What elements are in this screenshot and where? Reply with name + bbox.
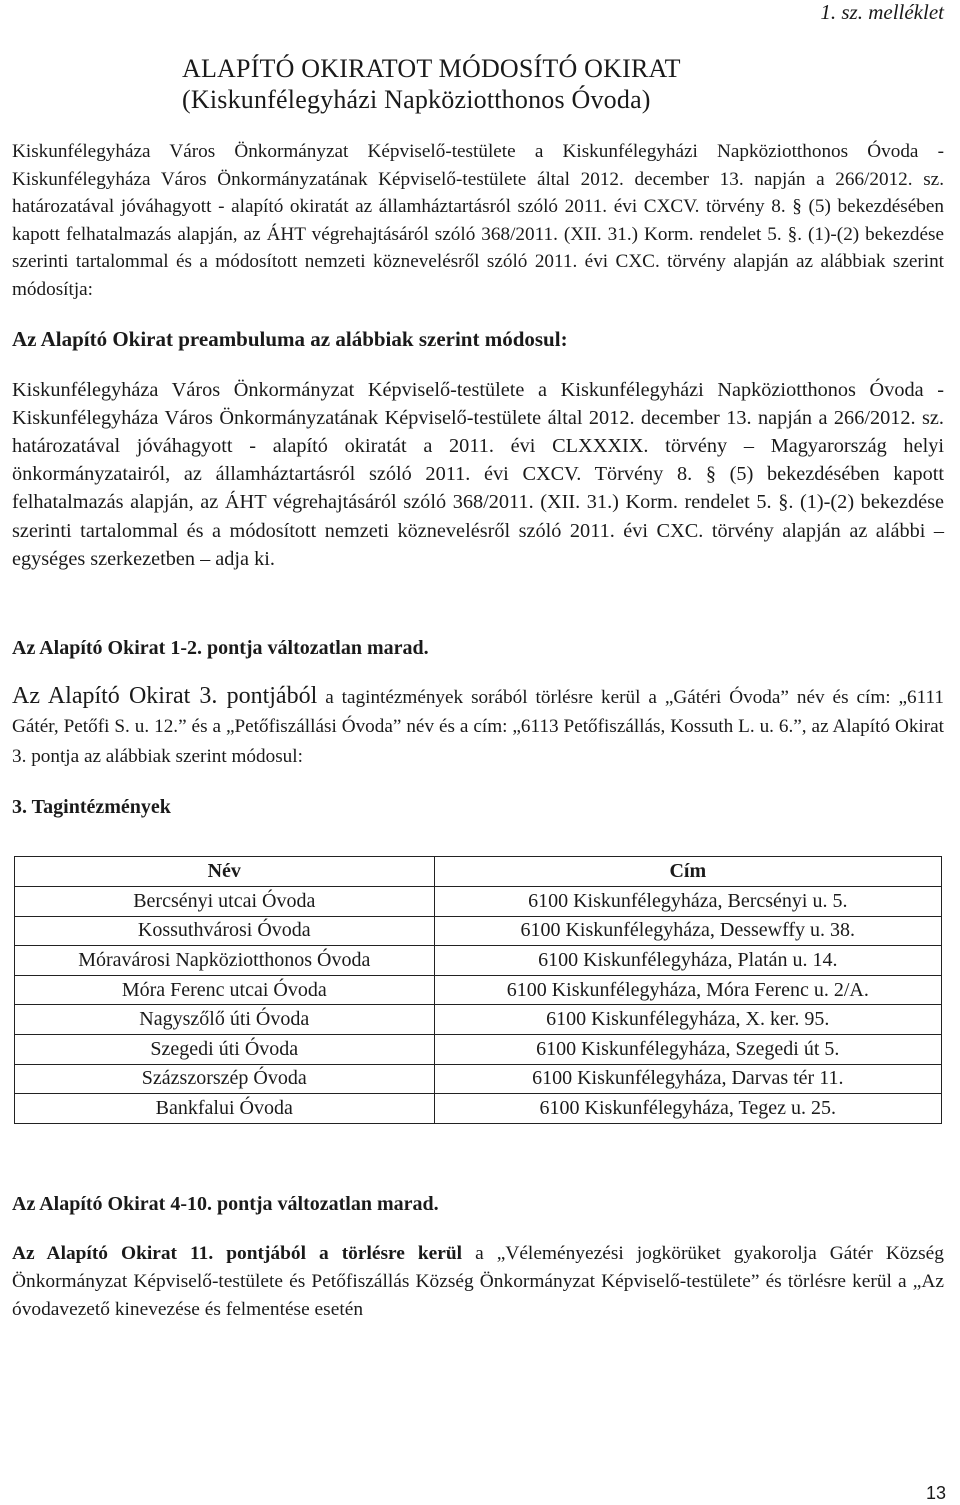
point3-text: a tagintézmények sorából törlésre kerül a „Gátéri Óvoda” név és cím: „6111 Gátér, Petőfi S. u. 12.” és a „Petőfiszállási Óvoda” név és a cím: „6113 Petőfiszállás, Kossuth L. u. 6.”, az Alapító Okirat 3. pontja az alábbiak szerint módosul: [12,686,945,767]
cell-name: Nagyszőlő úti Óvoda [15,1005,435,1035]
table-row [15,916,942,946]
intro-paragraph: Kiskunfélegyháza Város Önkormányzat Képviselő-testülete a Kiskunfélegyházi Napköziotthonos Óvoda - Kiskunfélegyháza Város Önkormányzatának Képviselő-testülete által 2012. december 13. napján a 266/2012. sz. határozatával jóváhagyott - alapító okiratát az államháztartásról szóló 2011. évi CXCV. törvény 8. § (5) bekezdésében kapott felhatalmazás alapján, az ÁHT végrehajtásáról szóló 368/2011. (XII. 31.) Korm. rendelet 5. §. (1)-(2) bekezdése szerinti tartalommal és a módosított nemzeti köznevelésről szóló 2011. évi CXC. törvény alapján az alábbiak szerint módosítja: [12,141,944,300]
table-row [15,1094,942,1124]
preamble-paragraph: Kiskunfélegyháza Város Önkormányzat Képviselő-testülete a Kiskunfélegyházi Napköziotthonos Óvoda - Kiskunfélegyháza Város Önkormányzatának Képviselő-testülete által 2012. december 13. napján a 266/2012. sz. határozatával jóváhagyott - alapító okiratát a 2011. évi CLXXXIX. törvény – Magyarország helyi önkormányzatairól, az államháztartásról szóló 2011. évi CXCV. Törvény 8. § (5) bekezdésében kapott felhatalmazás alapján, az ÁHT végrehajtásáról szóló 368/2011. (XII. 31.) Korm. rendelet 5. §. (1)-(2) bekezdése szerinti tartalommal és a módosított nemzeti köznevelésről szóló 2011. évi CXC. törvény alapján az alábbi – egységes szerkezetben – adja ki. [12,378,944,570]
cell-name: Százszorszép Óvoda [15,1064,435,1094]
table-row [15,1035,942,1065]
cell-name: Bercsényi utcai Óvoda [15,887,435,917]
table-row [15,887,942,917]
point11-paragraph [12,1240,944,1325]
document-page [12,0,944,1325]
page-number: 13 [925,1483,946,1503]
cell-address: 6100 Kiskunfélegyháza, Dessewffy u. 38. [434,916,941,946]
annex-label: 1. sz. melléklet [820,0,944,24]
unchanged-4-10-heading: Az Alapító Okirat 4-10. pontja változatlan marad. [12,1192,439,1215]
cell-address: 6100 Kiskunfélegyháza, Szegedi út 5. [434,1035,941,1065]
point11-lead: Az Alapító Okirat 11. pontjából a törlésre kerül [12,1242,463,1264]
cell-name: Móravárosi Napköziotthonos Óvoda [15,946,435,976]
tagintezmenyek-table [14,856,942,1123]
table-row [15,975,942,1005]
preamble-heading: Az Alapító Okirat preambuluma az alábbiak szerint módosul: [12,326,568,351]
cell-address: 6100 Kiskunfélegyháza, Móra Ferenc u. 2/A. [434,975,941,1005]
document-subtitle: (Kiskunfélegyházi Napköziotthonos Óvoda) [182,85,651,114]
table-row [15,1064,942,1094]
table-row [15,1005,942,1035]
unchanged-1-2-heading: Az Alapító Okirat 1-2. pontja változatlan marad. [12,636,429,659]
cell-name: Kossuthvárosi Óvoda [15,916,435,946]
table-row [15,946,942,976]
cell-address: 6100 Kiskunfélegyháza, Darvas tér 11. [434,1064,941,1094]
cell-address: 6100 Kiskunfélegyháza, Platán u. 14. [434,946,941,976]
cell-name: Bankfalui Óvoda [15,1094,435,1124]
point3-paragraph [12,682,944,772]
table-header-row [15,857,942,887]
cell-address: 6100 Kiskunfélegyháza, Tegez u. 25. [434,1094,941,1124]
tagintezmenyek-heading: 3. Tagintézmények [12,796,171,819]
cell-address: 6100 Kiskunfélegyháza, Bercsényi u. 5. [434,887,941,917]
point11-text: a „Véleményezési jogkörüket gyakorolja Gátér Község Önkormányzat Képviselő-testülete és Petőfiszállás Község Önkormányzat Képviselő-testülete” és törlésre kerül a „Az óvodavezető kinevezése és felmentése esetén [12,1242,944,1321]
header-nev: Név [15,857,435,887]
cell-address: 6100 Kiskunfélegyháza, X. ker. 95. [434,1005,941,1035]
document-title: ALAPÍTÓ OKIRATOT MÓDOSÍTÓ OKIRAT [182,54,681,83]
header-cim: Cím [434,857,941,887]
cell-name: Szegedi úti Óvoda [15,1035,435,1065]
cell-name: Móra Ferenc utcai Óvoda [15,975,435,1005]
point3-lead: Az Alapító Okirat 3. pontjából [12,682,318,709]
